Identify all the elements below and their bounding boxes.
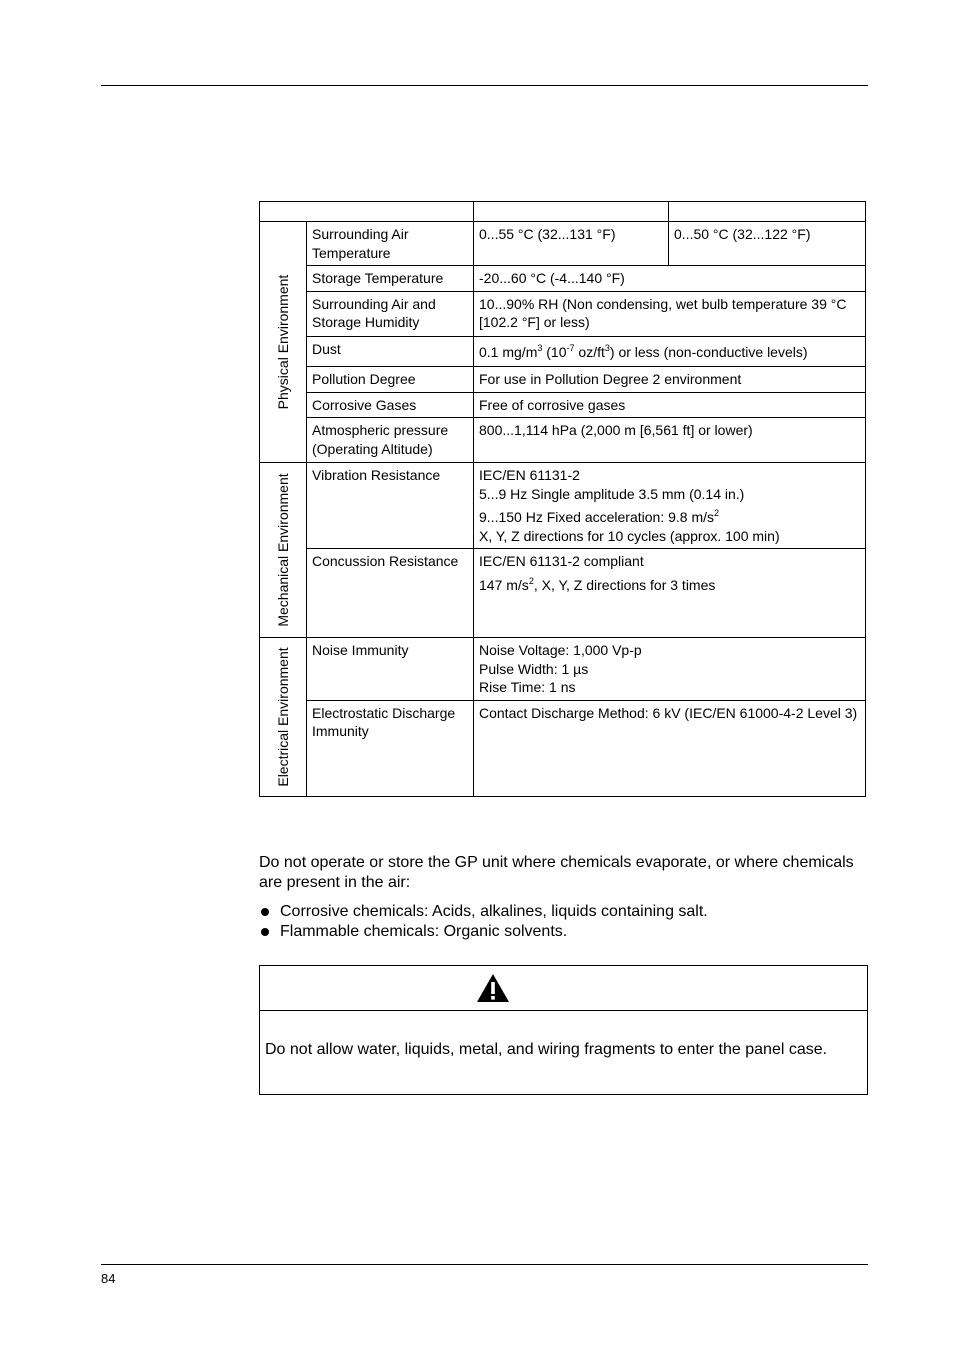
row-label: Corrosive Gases: [307, 392, 474, 418]
table-row: [260, 549, 866, 638]
caution-header: [260, 966, 867, 1011]
table-header-row: [260, 202, 866, 222]
row-label: Noise Immunity: [307, 638, 474, 701]
row-label: Surrounding Air and Storage Humidity: [307, 291, 474, 336]
value-line: Noise Voltage: 1,000 Vp-p: [479, 642, 642, 658]
row-value: 10...90% RH (Non condensing, wet bulb temperature 39 °C [102.2 °F] or less): [474, 291, 866, 336]
environment-spec-table: [259, 201, 866, 797]
table-row: [260, 291, 866, 336]
table-row: [260, 638, 866, 701]
row-value: [474, 336, 866, 366]
table-row: [260, 336, 866, 366]
dust-value-sup: 3: [604, 342, 610, 353]
chemicals-intro-paragraph: Do not operate or store the GP unit where chemicals evaporate, or where chemicals are present in the air:: [259, 854, 854, 891]
row-value: 0...55 °C (32...131 °F): [474, 222, 669, 266]
value-line-text: 147 m/s: [479, 576, 529, 593]
row-label: Storage Temperature: [307, 266, 474, 292]
table-row: [260, 266, 866, 292]
row-value: [474, 463, 866, 549]
header-cell: [669, 202, 866, 222]
dust-value-part: oz/ft: [574, 343, 605, 360]
value-line: IEC/EN 61131-2: [479, 467, 580, 483]
row-label: Vibration Resistance: [307, 463, 474, 549]
row-value: [474, 638, 866, 701]
caution-text: Do not allow water, liquids, metal, and wiring fragments to enter the panel case.: [265, 1041, 828, 1058]
dust-value-part: 0.1 mg/m: [479, 343, 538, 360]
row-label: Electrostatic Discharge Immunity: [307, 700, 474, 796]
group-mechanical: [260, 463, 307, 638]
group-label-physical: Physical Environment: [274, 274, 291, 410]
row-value: [474, 549, 866, 638]
header-rule: [101, 85, 868, 86]
table-row: [260, 700, 866, 796]
row-label: Pollution Degree: [307, 366, 474, 392]
group-physical: [260, 222, 307, 463]
value-line-text: , X, Y, Z directions for 3 times: [533, 576, 716, 593]
row-value: -20...60 °C (-4...140 °F): [474, 266, 866, 292]
chemicals-list: [259, 902, 708, 942]
value-line: [479, 508, 860, 527]
dust-value-part: ) or less (non-conductive levels): [609, 343, 808, 360]
footer-rule: [101, 1264, 868, 1265]
dust-value-sup: 3: [537, 342, 543, 353]
value-line-text: 9...150 Hz Fixed acceleration: 9.8 m/s: [479, 509, 714, 525]
value-line: 5...9 Hz Single amplitude 3.5 mm (0.14 in.): [479, 485, 745, 502]
row-value: Contact Discharge Method: 6 kV (IEC/EN 61000-4-2 Level 3): [474, 700, 866, 796]
value-line: Rise Time: 1 ns: [479, 679, 576, 695]
value-line-sup: 2: [528, 575, 534, 586]
group-label-mechanical: Mechanical Environment: [274, 473, 291, 627]
value-line: Pulse Width: 1 µs: [479, 660, 589, 677]
dust-value-part: (10: [542, 343, 567, 360]
row-label: Concussion Resistance: [307, 549, 474, 638]
group-electrical: [260, 638, 307, 797]
row-label: Surrounding Air Temperature: [307, 222, 474, 266]
header-cell: [260, 202, 474, 222]
page-number: 84: [101, 1271, 116, 1286]
row-value: Free of corrosive gases: [474, 392, 866, 418]
row-value: 0...50 °C (32...122 °F): [669, 222, 866, 266]
value-line: [479, 576, 860, 595]
table-row: [260, 392, 866, 418]
list-item: Flammable chemicals: Organic solvents.: [259, 922, 708, 942]
value-line: IEC/EN 61131-2 compliant: [479, 553, 644, 569]
row-label: Dust: [307, 336, 474, 366]
value-line: X, Y, Z directions for 10 cycles (approx. 100 min): [479, 527, 780, 544]
warning-triangle-icon: [476, 973, 510, 1003]
list-item: Corrosive chemicals: Acids, alkalines, liquids containing salt.: [259, 902, 708, 922]
row-label: Atmospheric pressure (Operating Altitude): [307, 418, 474, 463]
table-row: [260, 463, 866, 549]
caution-box: [259, 965, 868, 1095]
row-value: 800...1,114 hPa (2,000 m [6,561 ft] or lower): [474, 418, 866, 463]
header-cell: [474, 202, 669, 222]
table-row: [260, 418, 866, 463]
group-label-electrical: Electrical Environment: [274, 647, 291, 787]
table-row: [260, 222, 866, 266]
value-line-sup: 2: [714, 508, 720, 518]
row-value: For use in Pollution Degree 2 environment: [474, 366, 866, 392]
dust-value-sup: -7: [566, 342, 575, 353]
table-row: [260, 366, 866, 392]
